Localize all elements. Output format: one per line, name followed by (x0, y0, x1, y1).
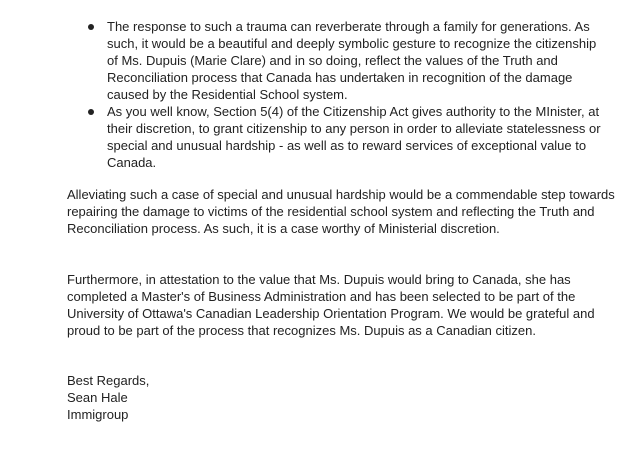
bullet-text: As you well know, Section 5(4) of the Citizenship Act gives authority to the MInister, at their discretion, to grant citizenship to any person in order to alleviate statelessness or special and unusual hardship - as well as to reward services of exceptional value to Canada. (107, 104, 601, 170)
bullet-dot-icon (88, 109, 94, 115)
bullet-item-trauma (86, 18, 606, 103)
bullet-item-citizenship-act (86, 103, 606, 171)
bullet-list (86, 18, 606, 171)
paragraph-furthermore: Furthermore, in attestation to the value that Ms. Dupuis would bring to Canada, she has completed a Master's of Business Administration and has been selected to be part of the University of Ottawa's Canadian Leadership Orientation Program. We would be grateful and proud to be part of the process that recognizes Ms. Dupuis as a Canadian citizen. (67, 272, 595, 338)
paragraph-hardship: Alleviating such a case of special and unusual hardship would be a commendable step towards repairing the damage to victims of the residential school system and reflecting the Truth and Reconciliation process. As such, it is a case worthy of Ministerial discretion. (67, 187, 615, 236)
bullet-text: The response to such a trauma can reverberate through a family for generations. As such, it would be a beautiful and deeply symbolic gesture to recognize the citizenship of Ms. Dupuis (Marie Clare) and in so doing, reflect the values of the Truth and Reconciliation process that Canada has undertaken in recognition of the damage caused by the Residential School system. (107, 19, 597, 102)
closing-salutation: Best Regards, (67, 373, 150, 388)
signer-organization: Immigroup (67, 407, 129, 422)
signer-name: Sean Hale (67, 390, 128, 405)
bullet-dot-icon (88, 24, 94, 30)
letter-closing (67, 372, 149, 423)
